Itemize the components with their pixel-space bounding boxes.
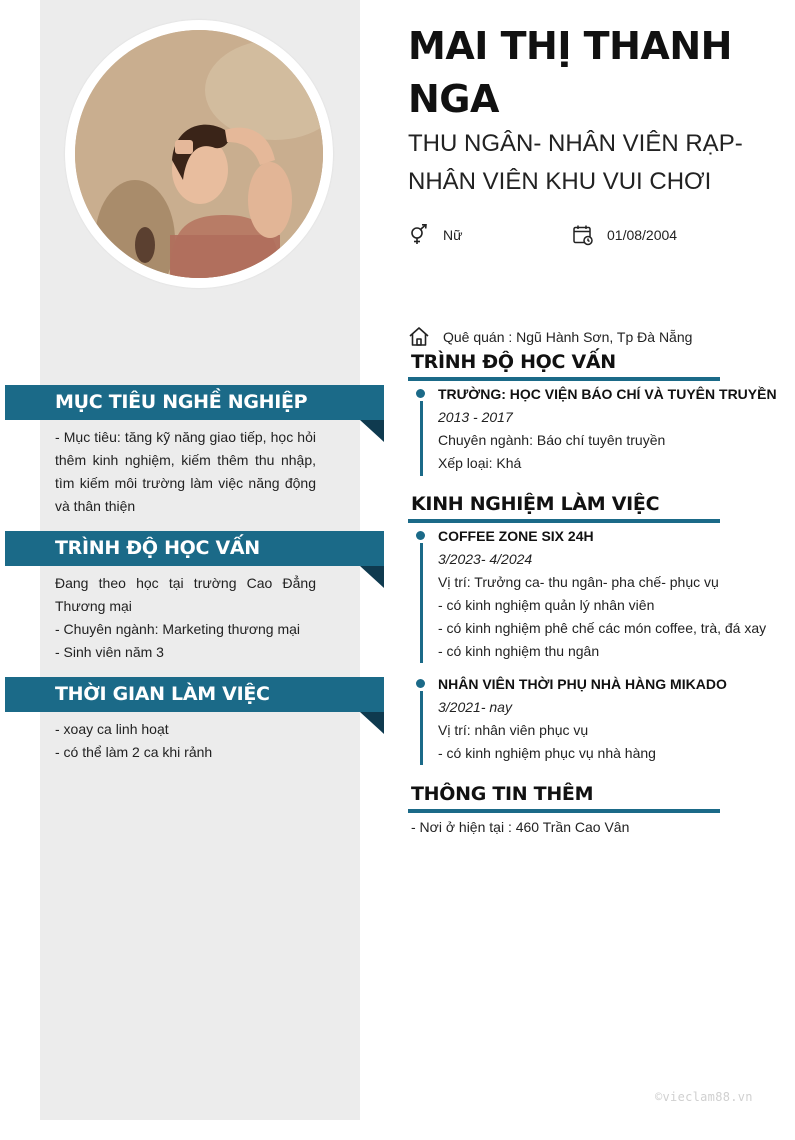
bullet-dot — [416, 389, 425, 398]
entry-line: - có kinh nghiệm thu ngân — [438, 643, 600, 659]
bullet-dot — [416, 679, 425, 688]
ribbon-fold — [360, 566, 384, 588]
work-time-line: - có thể làm 2 ca khi rảnh — [55, 744, 213, 760]
timeline-line — [420, 543, 423, 663]
avatar — [75, 30, 323, 278]
timeline-line — [420, 691, 423, 765]
entry-period: 3/2023- 4/2024 — [438, 551, 533, 567]
watermark: ©vieclam88.vn — [655, 1090, 753, 1104]
entry-line: Chuyên ngành: Báo chí tuyên truyền — [438, 432, 666, 448]
ribbon-fold — [360, 420, 384, 442]
entry-title: TRƯỜNG: HỌC VIỆN BÁO CHÍ VÀ TUYÊN TRUYỀN — [438, 386, 777, 402]
job-title: THU NGÂN- NHÂN VIÊN RẠP- NHÂN VIÊN KHU VUI CHƠI — [408, 130, 743, 195]
work-time-text — [55, 718, 316, 764]
ribbon-fold — [360, 712, 384, 734]
entry-line: Vị trí: Trưởng ca- thu ngân- pha chế- phục vụ — [438, 574, 719, 590]
entry-title: COFFEE ZONE SIX 24H — [438, 528, 594, 544]
gender-row — [408, 224, 462, 246]
entry-line: - có kinh nghiệm phục vụ nhà hàng — [438, 745, 656, 761]
experience-title: KINH NGHIỆM LÀM VIỆC — [411, 493, 660, 515]
work-time-title: THỜI GIAN LÀM VIỆC — [5, 677, 384, 712]
section-underline — [408, 377, 720, 381]
extra-info-text: - Nơi ở hiện tại : 460 Trần Cao Vân — [411, 819, 630, 835]
entry-line: Xếp loại: Khá — [438, 455, 522, 471]
avatar-frame — [65, 20, 333, 288]
bullet-dot — [416, 531, 425, 540]
objective-text — [55, 426, 316, 518]
entry-title: NHÂN VIÊN THỜI PHỤ NHÀ HÀNG MIKADO — [438, 676, 727, 692]
sidebar-education-line: - Sinh viên năm 3 — [55, 644, 164, 660]
objective-section-title: MỤC TIÊU NGHỀ NGHIỆP — [5, 385, 384, 420]
experience-entry — [420, 673, 780, 765]
entry-line: - có kinh nghiệm quản lý nhân viên — [438, 597, 655, 613]
sidebar-education-text — [55, 572, 316, 664]
sidebar-education-title: TRÌNH ĐỘ HỌC VẤN — [5, 531, 384, 566]
work-time-line: - xoay ca linh hoạt — [55, 721, 169, 737]
home-icon — [408, 326, 430, 348]
entry-line: Vị trí: nhân viên phục vụ — [438, 722, 589, 738]
main-education-title: TRÌNH ĐỘ HỌC VẤN — [411, 351, 616, 373]
entry-period: 3/2021- nay — [438, 699, 512, 715]
portrait-photo — [75, 30, 323, 278]
hometown-row — [408, 326, 692, 348]
extra-info-title: THÔNG TIN THÊM — [411, 783, 594, 805]
gender-icon — [408, 224, 430, 246]
section-underline — [408, 809, 720, 813]
candidate-name: MAI THỊ THANH NGA — [408, 24, 732, 121]
entry-period: 2013 - 2017 — [438, 409, 513, 425]
objective-paragraph: - Mục tiêu: tăng kỹ năng giao tiếp, học hỏi thêm kinh nghiệm, kiếm thêm thu nhập, tìm kiếm môi trường làm việc năng động và thân thiện — [55, 429, 316, 514]
gender-value: Nữ — [443, 227, 463, 243]
education-entry — [420, 383, 780, 475]
dob-row — [572, 224, 677, 246]
section-underline — [408, 519, 720, 523]
experience-entry — [420, 525, 780, 663]
dob-value: 01/08/2004 — [607, 227, 678, 243]
entry-line: - có kinh nghiệm phê chế các món coffee, trà, đá xay — [438, 620, 767, 636]
sidebar-education-line: - Chuyên ngành: Marketing thương mại — [55, 621, 301, 637]
hometown-value: Quê quán : Ngũ Hành Sơn, Tp Đà Nẵng — [443, 329, 693, 345]
calendar-icon — [572, 224, 594, 246]
timeline-line — [420, 401, 423, 476]
sidebar-education-line: Đang theo học tại trường Cao Đẳng Thương mại — [55, 575, 316, 614]
